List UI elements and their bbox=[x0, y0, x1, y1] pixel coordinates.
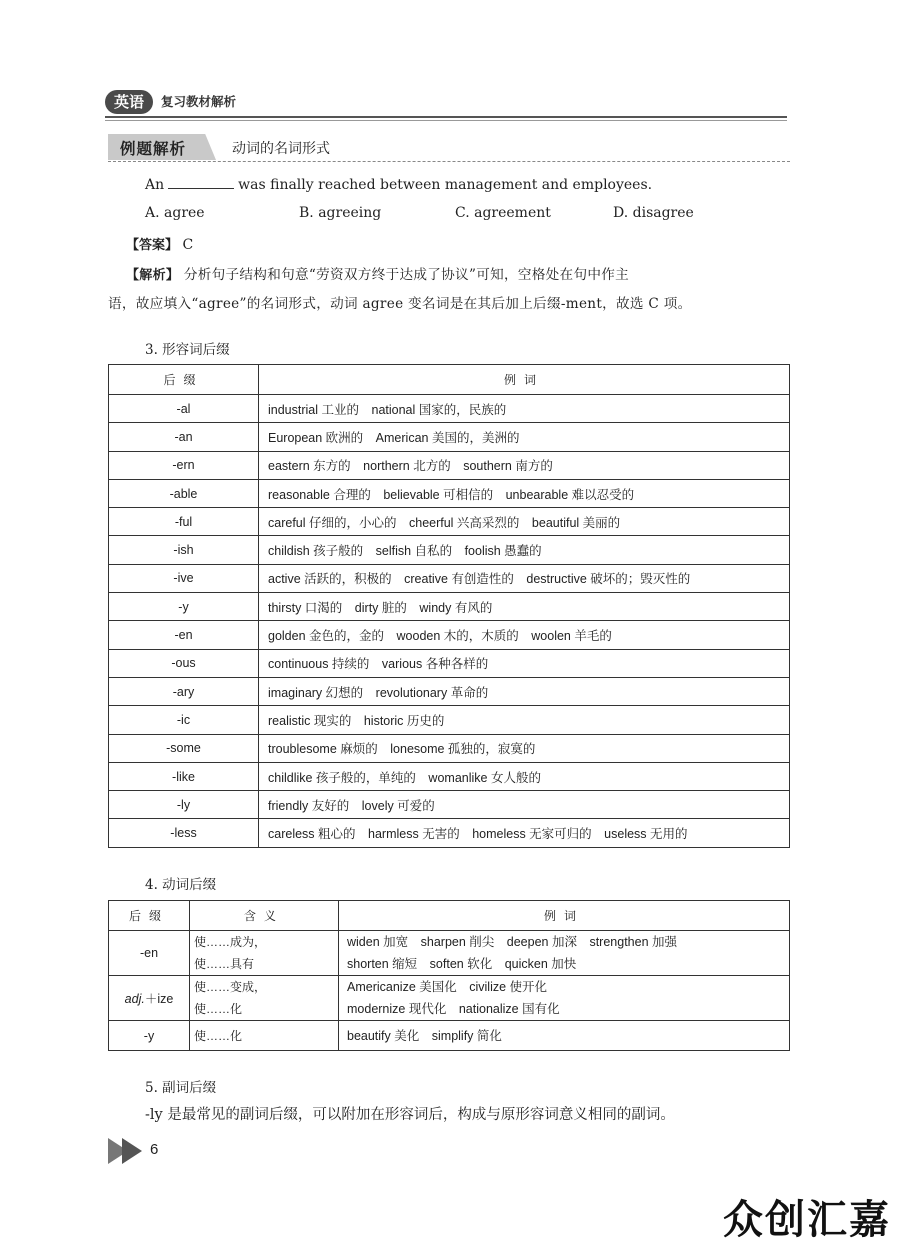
question-text: An was finally reached between management and employees. bbox=[145, 177, 653, 193]
table-row: -an European 欧洲的 American 美国的，美洲的 bbox=[109, 423, 790, 451]
table-row: -ary imaginary 幻想的 revolutionary 革命的 bbox=[109, 677, 790, 705]
table-row: -able reasonable 合理的 believable 可相信的 unbearable 难以忍受的 bbox=[109, 479, 790, 507]
table-row: -ful careful 仔细的，小心的 cheerful 兴高采烈的 beautiful 美丽的 bbox=[109, 508, 790, 536]
table-row: adj.＋ize 使……变成， 使……化 Americanize 美国化 civilize 使开化 modernize 现代化 nationalize 国有化 bbox=[109, 976, 790, 1021]
table-row: -ern eastern 东方的 northern 北方的 southern 南方的 bbox=[109, 451, 790, 479]
table-row: -al industrial 工业的 national 国家的，民族的 bbox=[109, 395, 790, 423]
option-d: D. disagree bbox=[613, 205, 694, 221]
adjective-suffix-table bbox=[108, 364, 790, 848]
watermark: 众创汇嘉 bbox=[723, 1197, 891, 1243]
table-row: -some troublesome 麻烦的 lonesome 孤独的，寂寞的 bbox=[109, 734, 790, 762]
page-number: 6 bbox=[150, 1141, 159, 1158]
table-row: -ic realistic 现实的 historic 历史的 bbox=[109, 706, 790, 734]
header-rule-thin bbox=[105, 120, 787, 121]
subject-badge: 英语 bbox=[105, 90, 153, 114]
table-row: -less careless 粗心的 harmless 无害的 homeless 无家可归的 useless 无用的 bbox=[109, 819, 790, 847]
table-row: -en 使……成为， 使……具有 widen 加宽 sharpen 削尖 deepen 加深 strengthen 加强 shorten 缩短 soften 软化 quicken 加快 bbox=[109, 931, 790, 976]
option-c: C. agreement bbox=[455, 205, 551, 221]
col-header-suffix: 后缀 bbox=[109, 901, 190, 931]
table-row: -ous continuous 持续的 various 各种各样的 bbox=[109, 649, 790, 677]
page-header bbox=[105, 88, 787, 116]
col-header-meaning: 含义 bbox=[190, 901, 339, 931]
verb-suffix-table bbox=[108, 900, 790, 1051]
analysis-line-1: 【解析】 分析句子结构和句意“劳资双方终于达成了协议”可知，空格处在句中作主 bbox=[126, 267, 630, 283]
table-row: -ish childish 孩子般的 selfish 自私的 foolish 愚蠢的 bbox=[109, 536, 790, 564]
table-row: -like childlike 孩子般的，单纯的 womanlike 女人般的 bbox=[109, 762, 790, 790]
section-5-title: 5. 副词后缀 bbox=[145, 1080, 217, 1096]
header-subtitle: 复习教材解析 bbox=[161, 94, 237, 109]
page-arrow-icon bbox=[108, 1138, 144, 1164]
section-3-title: 3. 形容词后缀 bbox=[145, 342, 230, 358]
dashed-divider bbox=[108, 161, 790, 162]
section-5-text: -ly 是最常见的副词后缀，可以附加在形容词后，构成与原形容词意义相同的副词。 bbox=[145, 1107, 675, 1123]
table-row: -en golden 金色的，金的 wooden 木的，木质的 woolen 羊毛的 bbox=[109, 621, 790, 649]
table-row: -y thirsty 口渴的 dirty 脏的 windy 有风的 bbox=[109, 593, 790, 621]
answer-line: 【答案】 C bbox=[126, 237, 194, 253]
example-title: 动词的名词形式 bbox=[232, 141, 330, 157]
col-header-suffix: 后缀 bbox=[109, 365, 259, 395]
option-b: B. agreeing bbox=[299, 205, 382, 221]
analysis-line-2: 语，故应填入“agree”的名词形式，动词 agree 变名词是在其后加上后缀-ment，故选 C 项。 bbox=[108, 296, 692, 312]
table-row: -ly friendly 友好的 lovely 可爱的 bbox=[109, 791, 790, 819]
example-tag-label: 例题解析 bbox=[120, 140, 187, 158]
example-tag bbox=[108, 134, 228, 160]
col-header-examples: 例词 bbox=[339, 901, 790, 931]
section-4-title: 4. 动词后缀 bbox=[145, 877, 217, 893]
header-rule bbox=[105, 116, 787, 118]
table-row: -ive active 活跃的，积极的 creative 有创造性的 destructive 破坏的；毁灭性的 bbox=[109, 564, 790, 592]
col-header-examples: 例词 bbox=[259, 365, 790, 395]
option-a: A. agree bbox=[145, 205, 205, 221]
answer-blank bbox=[168, 176, 234, 189]
table-row: -y 使……化 beautify 美化 simplify 简化 bbox=[109, 1021, 790, 1051]
